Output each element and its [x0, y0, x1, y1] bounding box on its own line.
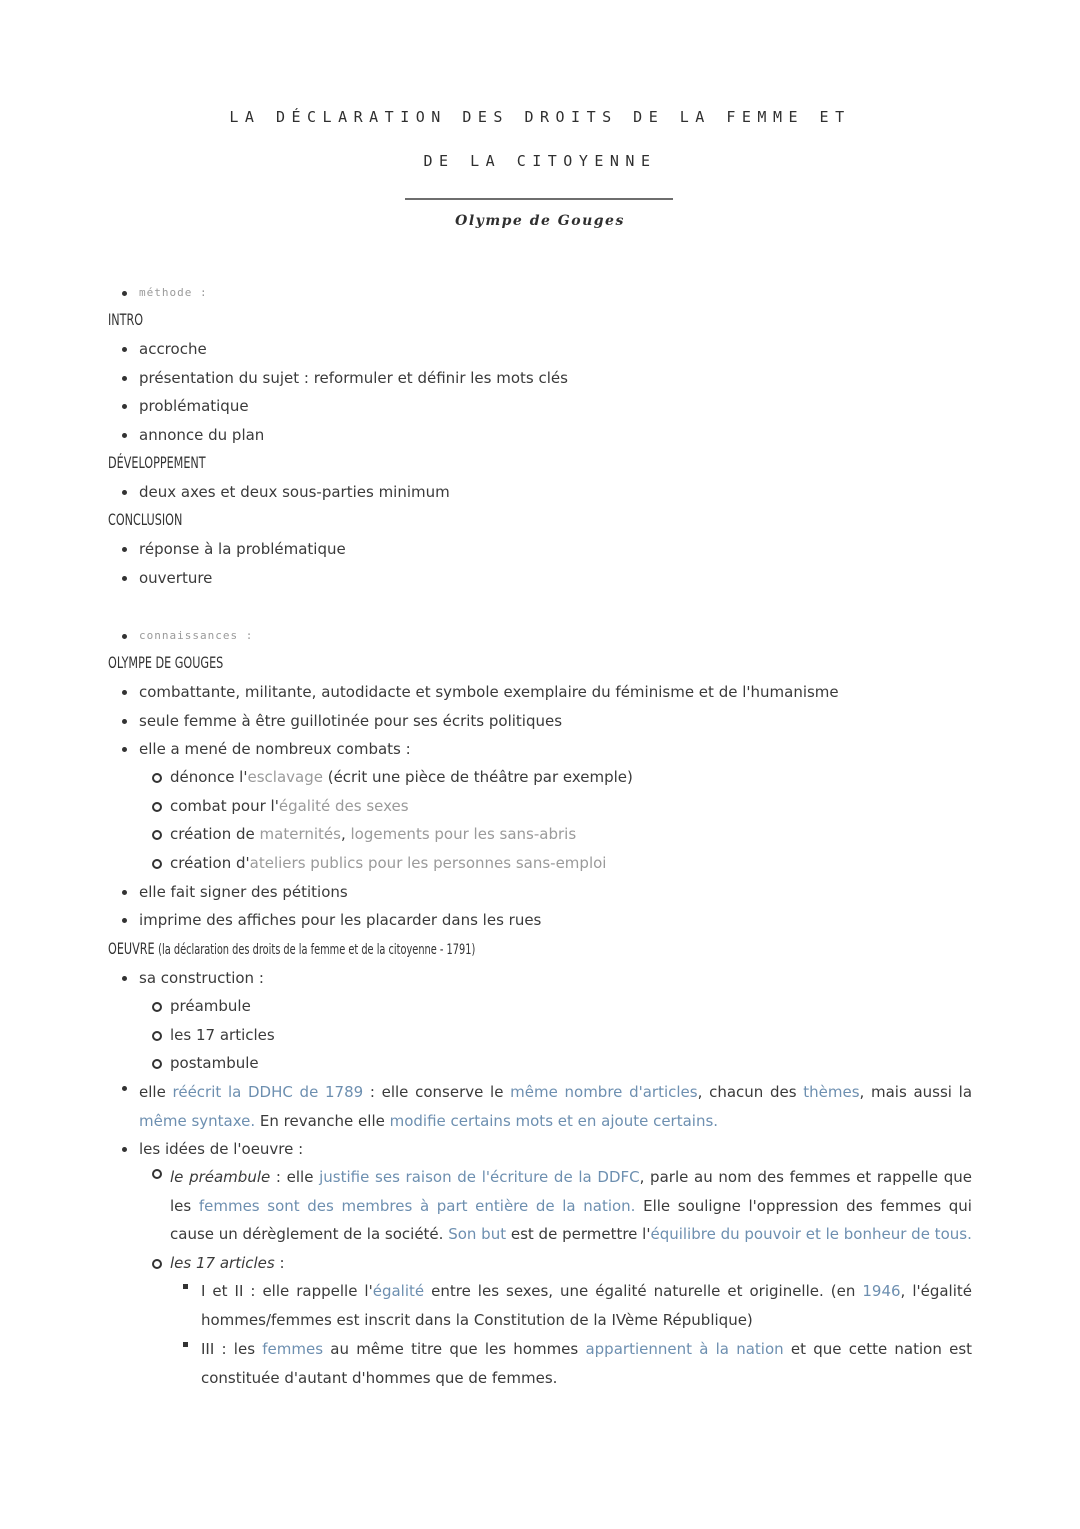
section-label-methode: méthode : [139, 283, 208, 303]
list-item: le préambule : elle justifie ses raison de l'écriture de la DDFC, parle au nom des femmes et rappelle que les femmes sont des membres à part entière de la nation. Elle souligne l'oppression des femmes qui cause un dérèglement de la société. Son but est de permettre l'équilibre du pouvoir et le bonheur de tous. [170, 1163, 972, 1249]
list-item: création d'ateliers publics pour les personnes sans-emploi [170, 854, 607, 872]
list-item: réponse à la problématique [139, 540, 346, 558]
list-item: accroche [139, 340, 207, 358]
list-item: postambule [170, 1054, 259, 1072]
list-item: les idées de l'oeuvre : [139, 1140, 304, 1158]
list-item: III : les femmes au même titre que les hommes appartiennent à la nation et que cette nation est constituée d'autant d'hommes que de femmes. [201, 1335, 972, 1392]
list-item: elle fait signer des pétitions [139, 883, 348, 901]
list-item: préambule [170, 997, 251, 1015]
list-item: elle réécrit la DDHC de 1789 : elle conserve le même nombre d'articles, chacun des thèmes, mais aussi la même syntaxe. En revanche elle modifie certains mots et en ajoute certains. [139, 1078, 972, 1135]
list-item: ouverture [139, 569, 213, 587]
section-label-connaissances: connaissances : [139, 626, 253, 646]
heading-developpement: DÉVELOPPEMENT [108, 453, 206, 472]
author-name: Olympe de Gouges [455, 213, 625, 229]
list-item: sa construction : [139, 969, 264, 987]
list-item: combat pour l'égalité des sexes [170, 797, 409, 815]
list-item: imprime des affiches pour les placarder dans les rues [139, 911, 542, 929]
list-item: combattante, militante, autodidacte et symbole exemplaire du féminisme et de l'humanisme [139, 683, 839, 701]
list-item: seule femme à être guillotinée pour ses écrits politiques [139, 712, 563, 730]
list-item: problématique [139, 397, 249, 415]
heading-olympe-de-gouges: OLYMPE DE GOUGES [108, 653, 224, 672]
list-item: présentation du sujet : reformuler et définir les mots clés [139, 369, 568, 387]
list-item: elle a mené de nombreux combats : [139, 740, 411, 758]
document-title-line-2: DE LA CITOYENNE [423, 152, 657, 170]
heading-intro: INTRO [108, 310, 144, 329]
list-item: annonce du plan [139, 426, 265, 444]
heading-conclusion: CONCLUSION [108, 510, 183, 529]
title-divider [405, 198, 673, 200]
heading-oeuvre: OEUVRE (la déclaration des droits de la femme et de la citoyenne - 1791) [108, 939, 476, 958]
document-title-line-1: LA DÉCLARATION DES DROITS DE LA FEMME ET [229, 108, 851, 126]
list-item: création de maternités, logements pour les sans-abris [170, 825, 577, 843]
list-item: dénonce l'esclavage (écrit une pièce de théâtre par exemple) [170, 768, 633, 786]
list-item: I et II : elle rappelle l'égalité entre les sexes, une égalité naturelle et originelle. (en 1946, l'égalité hommes/femmes est inscrit dans la Constitution de la IVème République) [201, 1277, 972, 1334]
list-item: les 17 articles [170, 1026, 275, 1044]
list-item: deux axes et deux sous-parties minimum [139, 483, 450, 501]
list-item: les 17 articles : [170, 1254, 285, 1272]
